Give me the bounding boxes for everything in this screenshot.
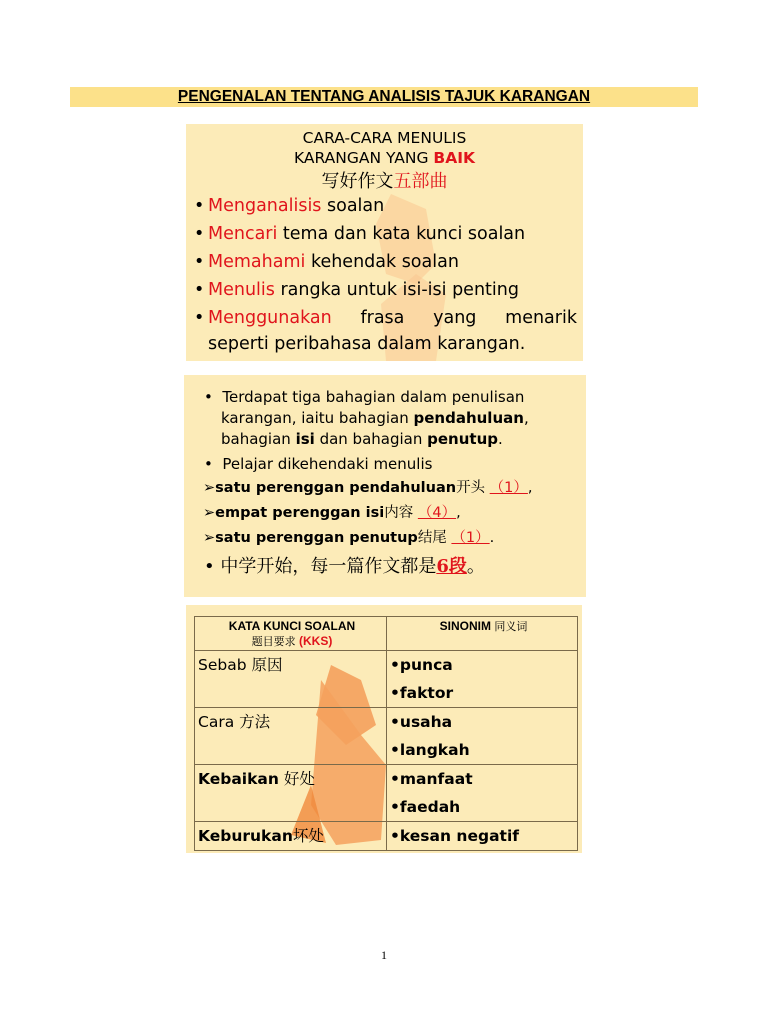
structure-text-line: [221, 429, 503, 450]
step-text: tema dan kata kunci soalan: [277, 224, 526, 244]
structure-bold: penutup: [427, 430, 498, 448]
writing-steps-panel: [186, 124, 583, 361]
step-verb: Mencari: [208, 224, 278, 244]
structure-text: Pelajar dikehendaki menulis: [222, 455, 433, 473]
structure-bullet: [204, 454, 432, 475]
step-item: [194, 249, 577, 275]
panel1-heading-prefix: KARANGAN YANG: [294, 149, 434, 167]
panel1-heading-line1: CARA-CARA MENULIS: [302, 129, 467, 147]
panel1-cjk-heading: [186, 171, 583, 193]
step-text: soalan: [321, 196, 385, 216]
paragraph-label: empat perenggan isi: [215, 505, 385, 521]
header-synonym-label: SINONIM: [439, 619, 491, 633]
step-item: [194, 277, 577, 303]
keyword-cell: [195, 651, 387, 708]
paragraph-punct: ,: [527, 480, 533, 496]
table-row: [195, 765, 578, 822]
paragraph-punct: ,: [456, 505, 461, 521]
bullet-dot: •: [204, 455, 213, 473]
table-row: [195, 822, 578, 851]
synonym-text: •langkah: [390, 741, 470, 759]
keyword-text: Kebaikan: [198, 770, 279, 788]
paragraph-cjk: 内容: [384, 505, 414, 521]
keyword-cell: [195, 708, 387, 765]
step-item-continuation: seperti peribahasa dalam karangan.: [208, 334, 526, 354]
synonym-text: •kesan negatif: [390, 827, 519, 845]
keyword-cell: [195, 765, 387, 822]
bullet-dot: •: [194, 308, 205, 328]
structure-text: .: [497, 430, 503, 448]
header-synonym-cjk: 同义词: [494, 621, 528, 633]
keyword-table: [194, 616, 578, 851]
cjk-note-punct: 。: [466, 556, 485, 577]
keyword-cjk: 方法: [234, 713, 271, 731]
bullet-dot: •: [204, 556, 215, 577]
paragraph-label: satu perenggan penutup: [215, 530, 418, 546]
step-verb: Menganalisis: [208, 196, 322, 216]
synonym-cell: [387, 708, 578, 765]
cjk-heading-prefix: 写好作文: [321, 171, 394, 192]
cjk-note-text: 中学开始，每一篇作文都是: [220, 556, 437, 577]
bullet-dot: •: [194, 224, 205, 244]
synonym-text: •punca: [390, 656, 453, 674]
step-justified-line: [208, 305, 577, 331]
structure-text: karangan, iaitu bahagian: [221, 409, 414, 427]
table-row: [195, 708, 578, 765]
keyword-text: Sebab: [198, 656, 247, 674]
structure-text: dan bahagian: [314, 430, 428, 448]
paragraph-count: （1）: [489, 480, 528, 496]
page-title: PENGENALAN TENTANG ANALISIS TAJUK KARANGAN: [70, 87, 698, 107]
step-verb: Menggunakan: [208, 308, 332, 328]
table-header-row: [195, 617, 578, 651]
keyword-cjk: 好处: [278, 770, 315, 788]
structure-text: Terdapat tiga bahagian dalam penulisan: [222, 388, 525, 406]
bullet-dot: •: [204, 388, 213, 406]
synonym-cell: [387, 822, 578, 851]
header-synonym: [387, 617, 578, 651]
synonym-text: •manfaat: [390, 770, 473, 788]
structure-bold: isi: [295, 430, 315, 448]
paragraph-label: satu perenggan pendahuluan: [215, 480, 457, 496]
header-keyword: [195, 617, 387, 651]
synonym-cell: [387, 651, 578, 708]
paragraph-count-item: [203, 503, 461, 524]
structure-text: ,: [523, 409, 529, 427]
step-text: rangka untuk isi-isi penting: [274, 280, 519, 300]
table-row: [195, 651, 578, 708]
step-item: [194, 193, 577, 219]
bullet-dot: •: [194, 252, 205, 272]
step-item: [194, 221, 577, 247]
paragraph-cjk: 结尾: [417, 530, 447, 546]
paragraph-count: （4）: [417, 505, 457, 521]
arrow-icon: ➢: [203, 505, 216, 521]
synonym-cell: [387, 765, 578, 822]
structure-text: bahagian: [221, 430, 296, 448]
step-verb: Memahami: [208, 252, 306, 272]
step-word: menarik: [505, 308, 577, 328]
paragraph-count: （1）: [451, 530, 490, 546]
header-keyword-cjk: 题目要求: [251, 636, 296, 648]
page-number: 1: [381, 948, 387, 962]
cjk-note-emph: 6段: [436, 556, 467, 577]
paragraph-count-item: [203, 528, 494, 549]
step-text: kehendak soalan: [305, 252, 459, 272]
step-word: yang: [433, 308, 477, 328]
structure-bullet: [204, 387, 524, 408]
structure-bold: pendahuluan: [413, 409, 524, 427]
step-item: [194, 305, 577, 331]
cjk-heading-emph: 五部曲: [393, 171, 448, 192]
keyword-cjk: 坏处: [292, 827, 324, 845]
keyword-synonym-panel: [186, 605, 582, 853]
keyword-text: Keburukan: [198, 827, 293, 845]
keyword-text: Cara: [198, 713, 235, 731]
six-paragraph-note: [204, 555, 485, 579]
bullet-dot: •: [194, 280, 205, 300]
panel1-heading-emph: BAIK: [433, 149, 475, 167]
arrow-icon: ➢: [203, 480, 216, 496]
essay-structure-panel: [184, 375, 586, 597]
header-keyword-label: KATA KUNCI SOALAN: [228, 619, 356, 633]
paragraph-punct: .: [489, 530, 495, 546]
synonym-text: •faedah: [390, 798, 461, 816]
keyword-cjk: 原因: [246, 656, 283, 674]
arrow-icon: ➢: [203, 530, 216, 546]
paragraph-count-item: [203, 478, 533, 499]
step-word: frasa: [360, 308, 405, 328]
bullet-dot: •: [194, 196, 205, 216]
step-verb: Menulis: [208, 280, 275, 300]
keyword-cell: [195, 822, 387, 851]
paragraph-cjk: 开头: [456, 480, 486, 496]
panel1-heading-line2: [186, 148, 583, 168]
synonym-text: •faktor: [390, 684, 454, 702]
synonym-text: •usaha: [390, 713, 453, 731]
header-keyword-tag: (KKS): [299, 634, 333, 648]
structure-text-line: [221, 408, 529, 429]
